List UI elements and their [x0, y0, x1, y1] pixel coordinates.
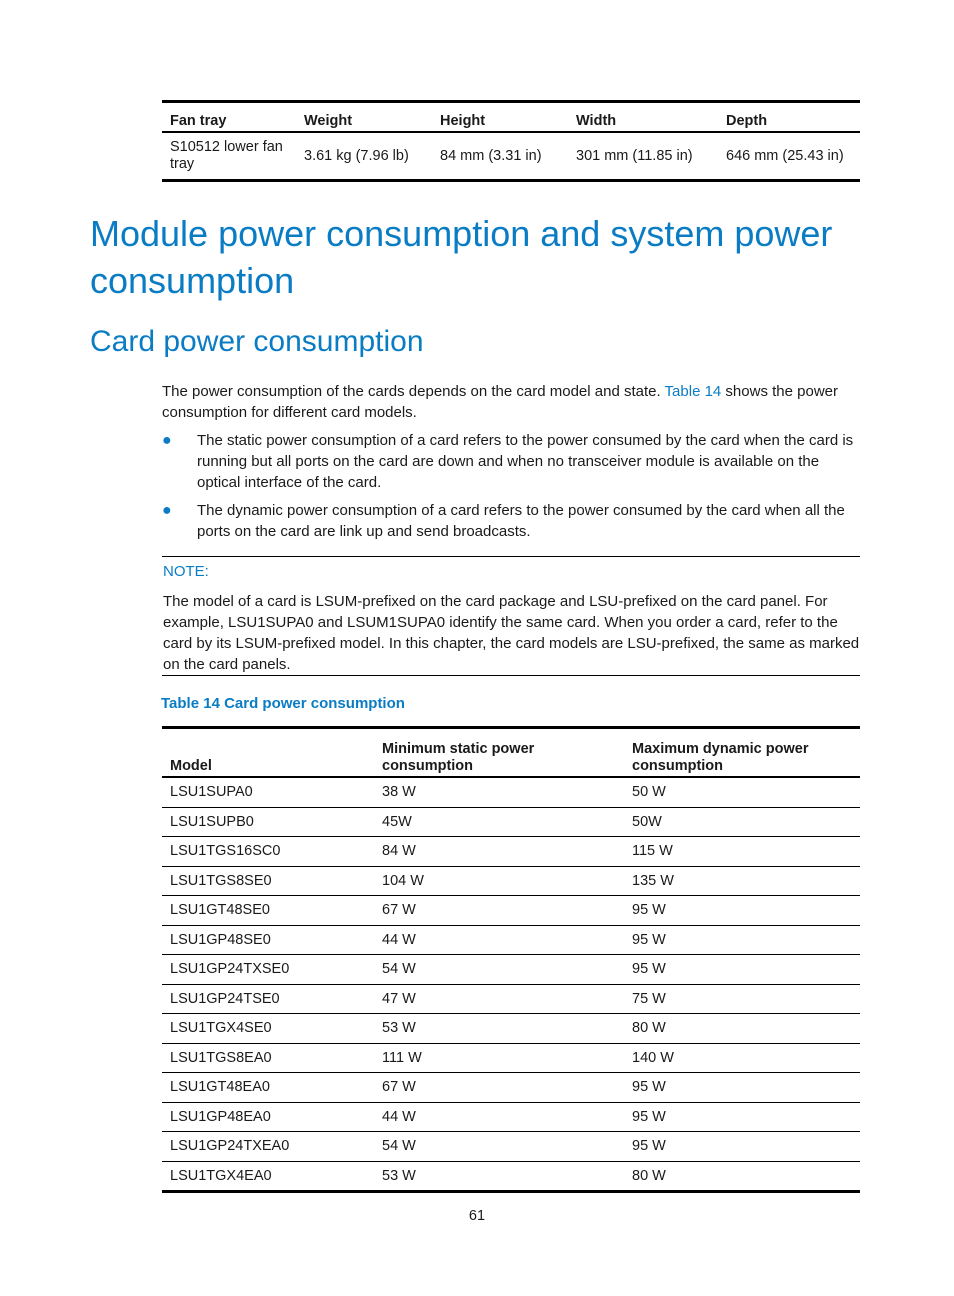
table-row: [162, 866, 860, 896]
card-cell: 54 W: [382, 961, 416, 978]
card-cell: 47 W: [382, 990, 416, 1007]
note-top-divider: [162, 556, 860, 557]
card-cell: 80 W: [632, 1167, 666, 1184]
card-cell: 95 W: [632, 1108, 666, 1125]
table-14-link[interactable]: Table 14: [664, 383, 722, 400]
card-power-table: [162, 726, 860, 1193]
table-row: [162, 925, 860, 955]
card-cell: 44 W: [382, 931, 416, 948]
table-row: [162, 1102, 860, 1132]
card-cell: LSU1TGS8EA0: [170, 1049, 272, 1066]
card-cell: 50 W: [632, 784, 666, 801]
note-text: The model of a card is LSUM-prefixed on the card package and LSU-prefixed on the card panel. For example, LSU1SUPA0 and LSUM1SUPA0 identify the same card. When you order a card, refer to the card by its LSUM-prefixed model. In this chapter, the card models are LSU-prefixed, the same as marked on the card panels.: [163, 593, 860, 673]
card-cell: 80 W: [632, 1020, 666, 1037]
section-heading: Card power consumption: [90, 325, 424, 358]
table-row: [162, 1132, 860, 1162]
card-cell: 115 W: [632, 843, 673, 860]
fan-header-cell: Depth: [726, 113, 768, 129]
bullet-text: The dynamic power consumption of a card refers to the power consumed by the card when all the ports on the card are link up and send broadcasts.: [197, 502, 845, 540]
card-cell: 95 W: [632, 1079, 666, 1096]
intro-text-after: shows the power consumption for different card models.: [162, 383, 838, 421]
fan-cell: 3.61 kg (7.96 lb): [304, 147, 409, 164]
table-row: [162, 1043, 860, 1073]
card-cell: 45W: [382, 813, 412, 830]
card-header-cell: Model: [170, 758, 212, 774]
card-cell: LSU1GT48SE0: [170, 902, 270, 919]
card-cell: LSU1TGX4EA0: [170, 1167, 272, 1184]
card-table-header-row: [162, 728, 860, 778]
card-cell: LSU1GP24TXEA0: [170, 1138, 290, 1155]
card-cell: LSU1GT48EA0: [170, 1079, 270, 1096]
card-cell: 75 W: [632, 990, 666, 1007]
intro-paragraph: [162, 381, 866, 423]
fan-header-cell: Height: [440, 113, 486, 129]
card-cell: 67 W: [382, 902, 416, 919]
card-cell: 111 W: [382, 1049, 422, 1066]
fan-tray-table: [162, 100, 860, 182]
fan-cell: 301 mm (11.85 in): [576, 147, 693, 164]
card-header-cell: Maximum dynamic power consumption: [632, 741, 809, 774]
card-cell: 38 W: [382, 784, 416, 801]
bullet-icon: ●: [162, 502, 172, 519]
card-cell: 67 W: [382, 1079, 416, 1096]
card-cell: 95 W: [632, 1138, 666, 1155]
card-cell: 95 W: [632, 961, 666, 978]
table-row: [162, 896, 860, 926]
card-cell: LSU1GP24TXSE0: [170, 961, 290, 978]
chapter-heading: Module power consumption and system power consumption: [90, 213, 833, 301]
page-number: 61: [468, 1208, 486, 1224]
card-cell: LSU1GP24TSE0: [170, 990, 280, 1007]
table-row: [162, 955, 860, 985]
card-cell: 50W: [632, 813, 662, 830]
fan-cell: 84 mm (3.31 in): [440, 147, 542, 164]
table-row: [162, 1161, 860, 1192]
fan-table-header-row: [162, 102, 860, 133]
bullet-icon: ●: [162, 432, 172, 449]
fan-cell: S10512 lower fan tray: [170, 139, 283, 172]
note-label: NOTE:: [163, 563, 209, 580]
fan-header-cell: Fan tray: [170, 113, 227, 129]
card-cell: LSU1GP48EA0: [170, 1108, 271, 1125]
note-bottom-divider: [162, 675, 860, 676]
card-cell: LSU1TGS16SC0: [170, 843, 281, 860]
table-row: [162, 1014, 860, 1044]
card-cell: 53 W: [382, 1167, 416, 1184]
table-row: [162, 837, 860, 867]
table-row: [162, 984, 860, 1014]
card-cell: 95 W: [632, 931, 666, 948]
table-caption: Table 14 Card power consumption: [161, 695, 405, 712]
card-cell: 104 W: [382, 872, 424, 889]
table-row: [162, 132, 860, 181]
table-row: [162, 1073, 860, 1103]
card-cell: LSU1SUPB0: [170, 813, 254, 830]
card-cell: 53 W: [382, 1020, 416, 1037]
card-cell: 54 W: [382, 1138, 416, 1155]
card-cell: 135 W: [632, 872, 674, 889]
table-row: [162, 777, 860, 807]
card-cell: 84 W: [382, 843, 416, 860]
intro-text-before: The power consumption of the cards depends on the card model and state.: [162, 383, 665, 400]
card-cell: 140 W: [632, 1049, 674, 1066]
fan-header-cell: Weight: [304, 113, 353, 129]
card-cell: LSU1SUPA0: [170, 784, 253, 801]
card-cell: LSU1TGX4SE0: [170, 1020, 272, 1037]
card-header-cell: Minimum static power consumption: [382, 741, 535, 774]
card-cell: 44 W: [382, 1108, 416, 1125]
fan-cell: 646 mm (25.43 in): [726, 147, 844, 164]
card-cell: LSU1GP48SE0: [170, 931, 271, 948]
table-row: [162, 807, 860, 837]
card-cell: 95 W: [632, 902, 666, 919]
fan-header-cell: Width: [576, 113, 617, 129]
card-cell: LSU1TGS8SE0: [170, 872, 272, 889]
bullet-text: The static power consumption of a card refers to the power consumed by the card when the card is running but all ports on the card are down and when no transceiver module is available on the optical interface of the card.: [197, 432, 854, 491]
